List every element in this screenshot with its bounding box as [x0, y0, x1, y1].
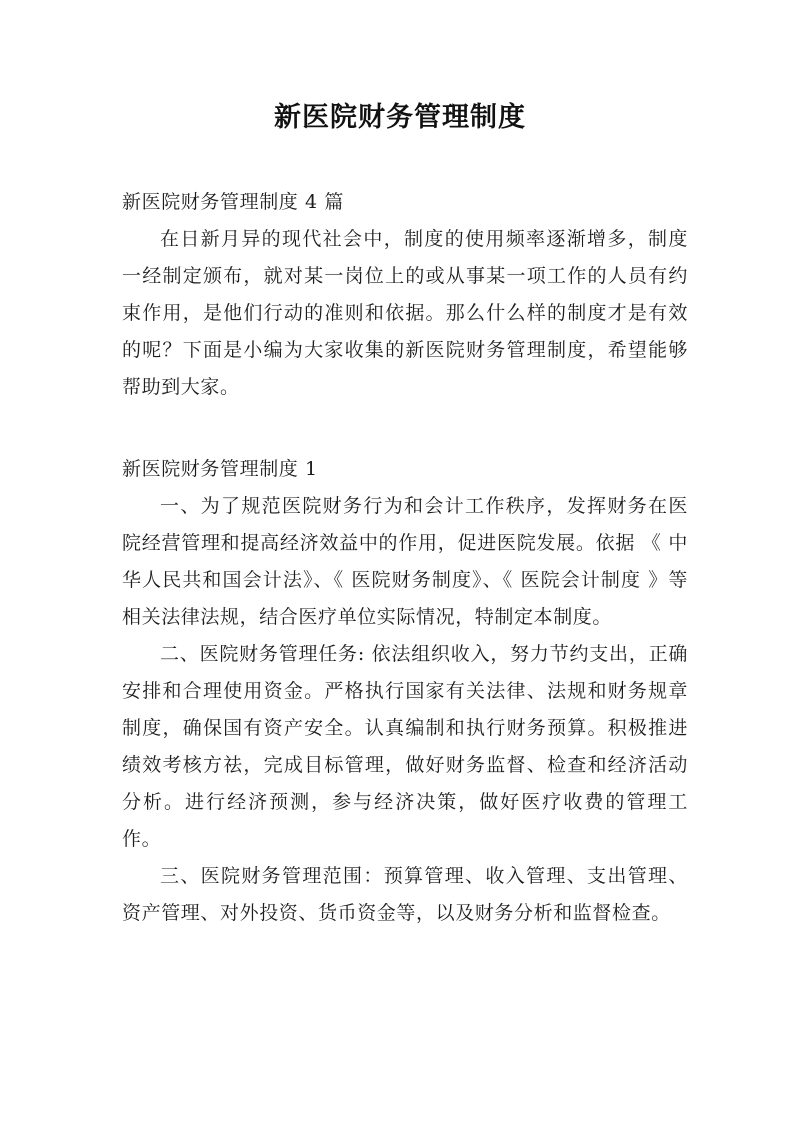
section-1-paragraph-3: 三、医院财务管理范围：预算管理、收入管理、支出管理、资产管理、对外投资、货币资金等，以及财务分析和监督检查。 — [122, 865, 688, 924]
intro-paragraph: 在日新月异的现代社会中，制度的使用频率逐渐增多，制度一经制定颁布，就对某一岗位上的或从事某一项工作的人员有约束作用，是他们行动的准则和依据。那么什么样的制度才是有效的呢？下面是小编为大家收集的新医院财务管理制度，希望能够帮助到大家。 — [122, 228, 688, 398]
section-1-block — [122, 451, 688, 932]
intro-heading: 新医院财务管理制度 4 篇 — [122, 191, 344, 213]
document-title: 新医院财务管理制度 — [274, 102, 526, 133]
section-1-paragraph-2: 二、医院财务管理任务: 依法组织收入，努力节约支出，正确安排和合理使用资金。严格执行国家有关法律、法规和财务规章制度，确保国有资产安全。认真编制和执行财务预算。积极推进绩效考核方祛，完成目标管理，做好财务监督、检查和经济活动分析。进行经济预测，参与经济决策，做好医疗收费的管理工作。 — [122, 643, 688, 850]
section-1-heading: 新医院财务管理制度 1 — [122, 458, 318, 480]
intro-block — [122, 184, 688, 406]
section-1-paragraph-1: 一、为了规范医院财务行为和会计工作秩序，发挥财务在医院经营管理和提高经济效益中的作用，促进医院发展。依据 《 中华人民共和国会计法》、《 医院财务制度》、《 医院会计制度 》等相关法律法规，结合医疗单位实际情况，特制定本制度。 — [122, 495, 688, 628]
